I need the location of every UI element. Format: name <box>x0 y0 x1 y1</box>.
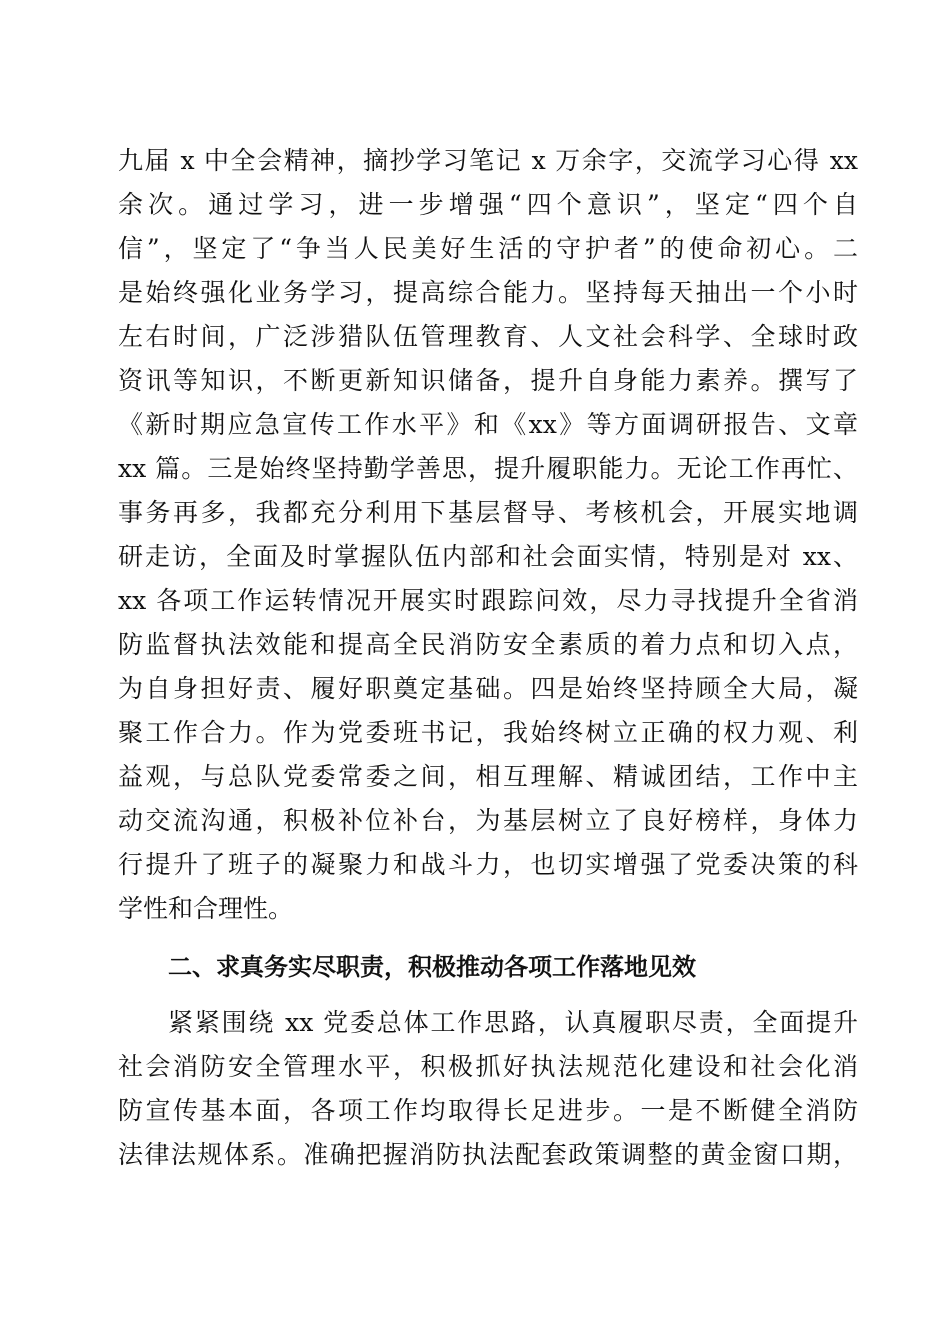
body-text-line: 益观，与总队党委常委之间，相互理解、精诚团结，工作中主 <box>118 762 858 791</box>
body-text-line: 《新时期应急宣传工作水平》和《xx》等方面调研报告、文章 <box>118 410 858 439</box>
body-text-line: 防监督执法效能和提高全民消防安全素质的着力点和切入点， <box>118 630 858 659</box>
body-text-line: 余次。通过学习，进一步增强“四个意识”，坚定“四个自 <box>118 190 858 219</box>
body-text-line: 防宣传基本面，各项工作均取得长足进步。一是不断健全消防 <box>118 1096 858 1125</box>
body-text-line: xx 各项工作运转情况开展实时跟踪问效，尽力寻找提升全省消 <box>118 586 858 615</box>
section-heading: 二、求真务实尽职责，积极推动各项工作落地见效 <box>168 953 696 981</box>
body-text-line: 信”，坚定了“争当人民美好生活的守护者”的使命初心。二 <box>118 234 858 263</box>
body-text-line: 资讯等知识，不断更新知识储备，提升自身能力素养。撰写了 <box>118 366 858 395</box>
body-text-line: 是始终强化业务学习，提高综合能力。坚持每天抽出一个小时 <box>118 278 858 307</box>
body-text-line: 社会消防安全管理水平，积极抓好执法规范化建设和社会化消 <box>118 1052 858 1081</box>
body-text-line: 聚工作合力。作为党委班书记，我始终树立正确的权力观、利 <box>118 718 858 747</box>
body-text-line: 事务再多，我都充分利用下基层督导、考核机会，开展实地调 <box>118 498 858 527</box>
body-text-line: xx 篇。三是始终坚持勤学善思，提升履职能力。无论工作再忙、 <box>118 454 858 483</box>
body-text-line: 行提升了班子的凝聚力和战斗力，也切实增强了党委决策的科 <box>118 850 858 879</box>
body-text-line: 九届 x 中全会精神，摘抄学习笔记 x 万余字，交流学习心得 xx <box>118 146 858 175</box>
body-text-line: 为自身担好责、履好职奠定基础。四是始终坚持顾全大局，凝 <box>118 674 858 703</box>
body-text-line: 研走访，全面及时掌握队伍内部和社会面实情，特别是对 xx、 <box>118 542 858 571</box>
body-text-line: 左右时间，广泛涉猎队伍管理教育、人文社会科学、全球时政 <box>118 322 858 351</box>
body-text-line: 动交流沟通，积极补位补台，为基层树立了良好榜样，身体力 <box>118 806 858 835</box>
body-text-line: 紧紧围绕 xx 党委总体工作思路，认真履职尽责，全面提升 <box>168 1008 858 1037</box>
body-text-line: 学性和合理性。 <box>118 894 294 923</box>
body-text-line: 法律法规体系。准确把握消防执法配套政策调整的黄金窗口期， <box>118 1140 858 1169</box>
